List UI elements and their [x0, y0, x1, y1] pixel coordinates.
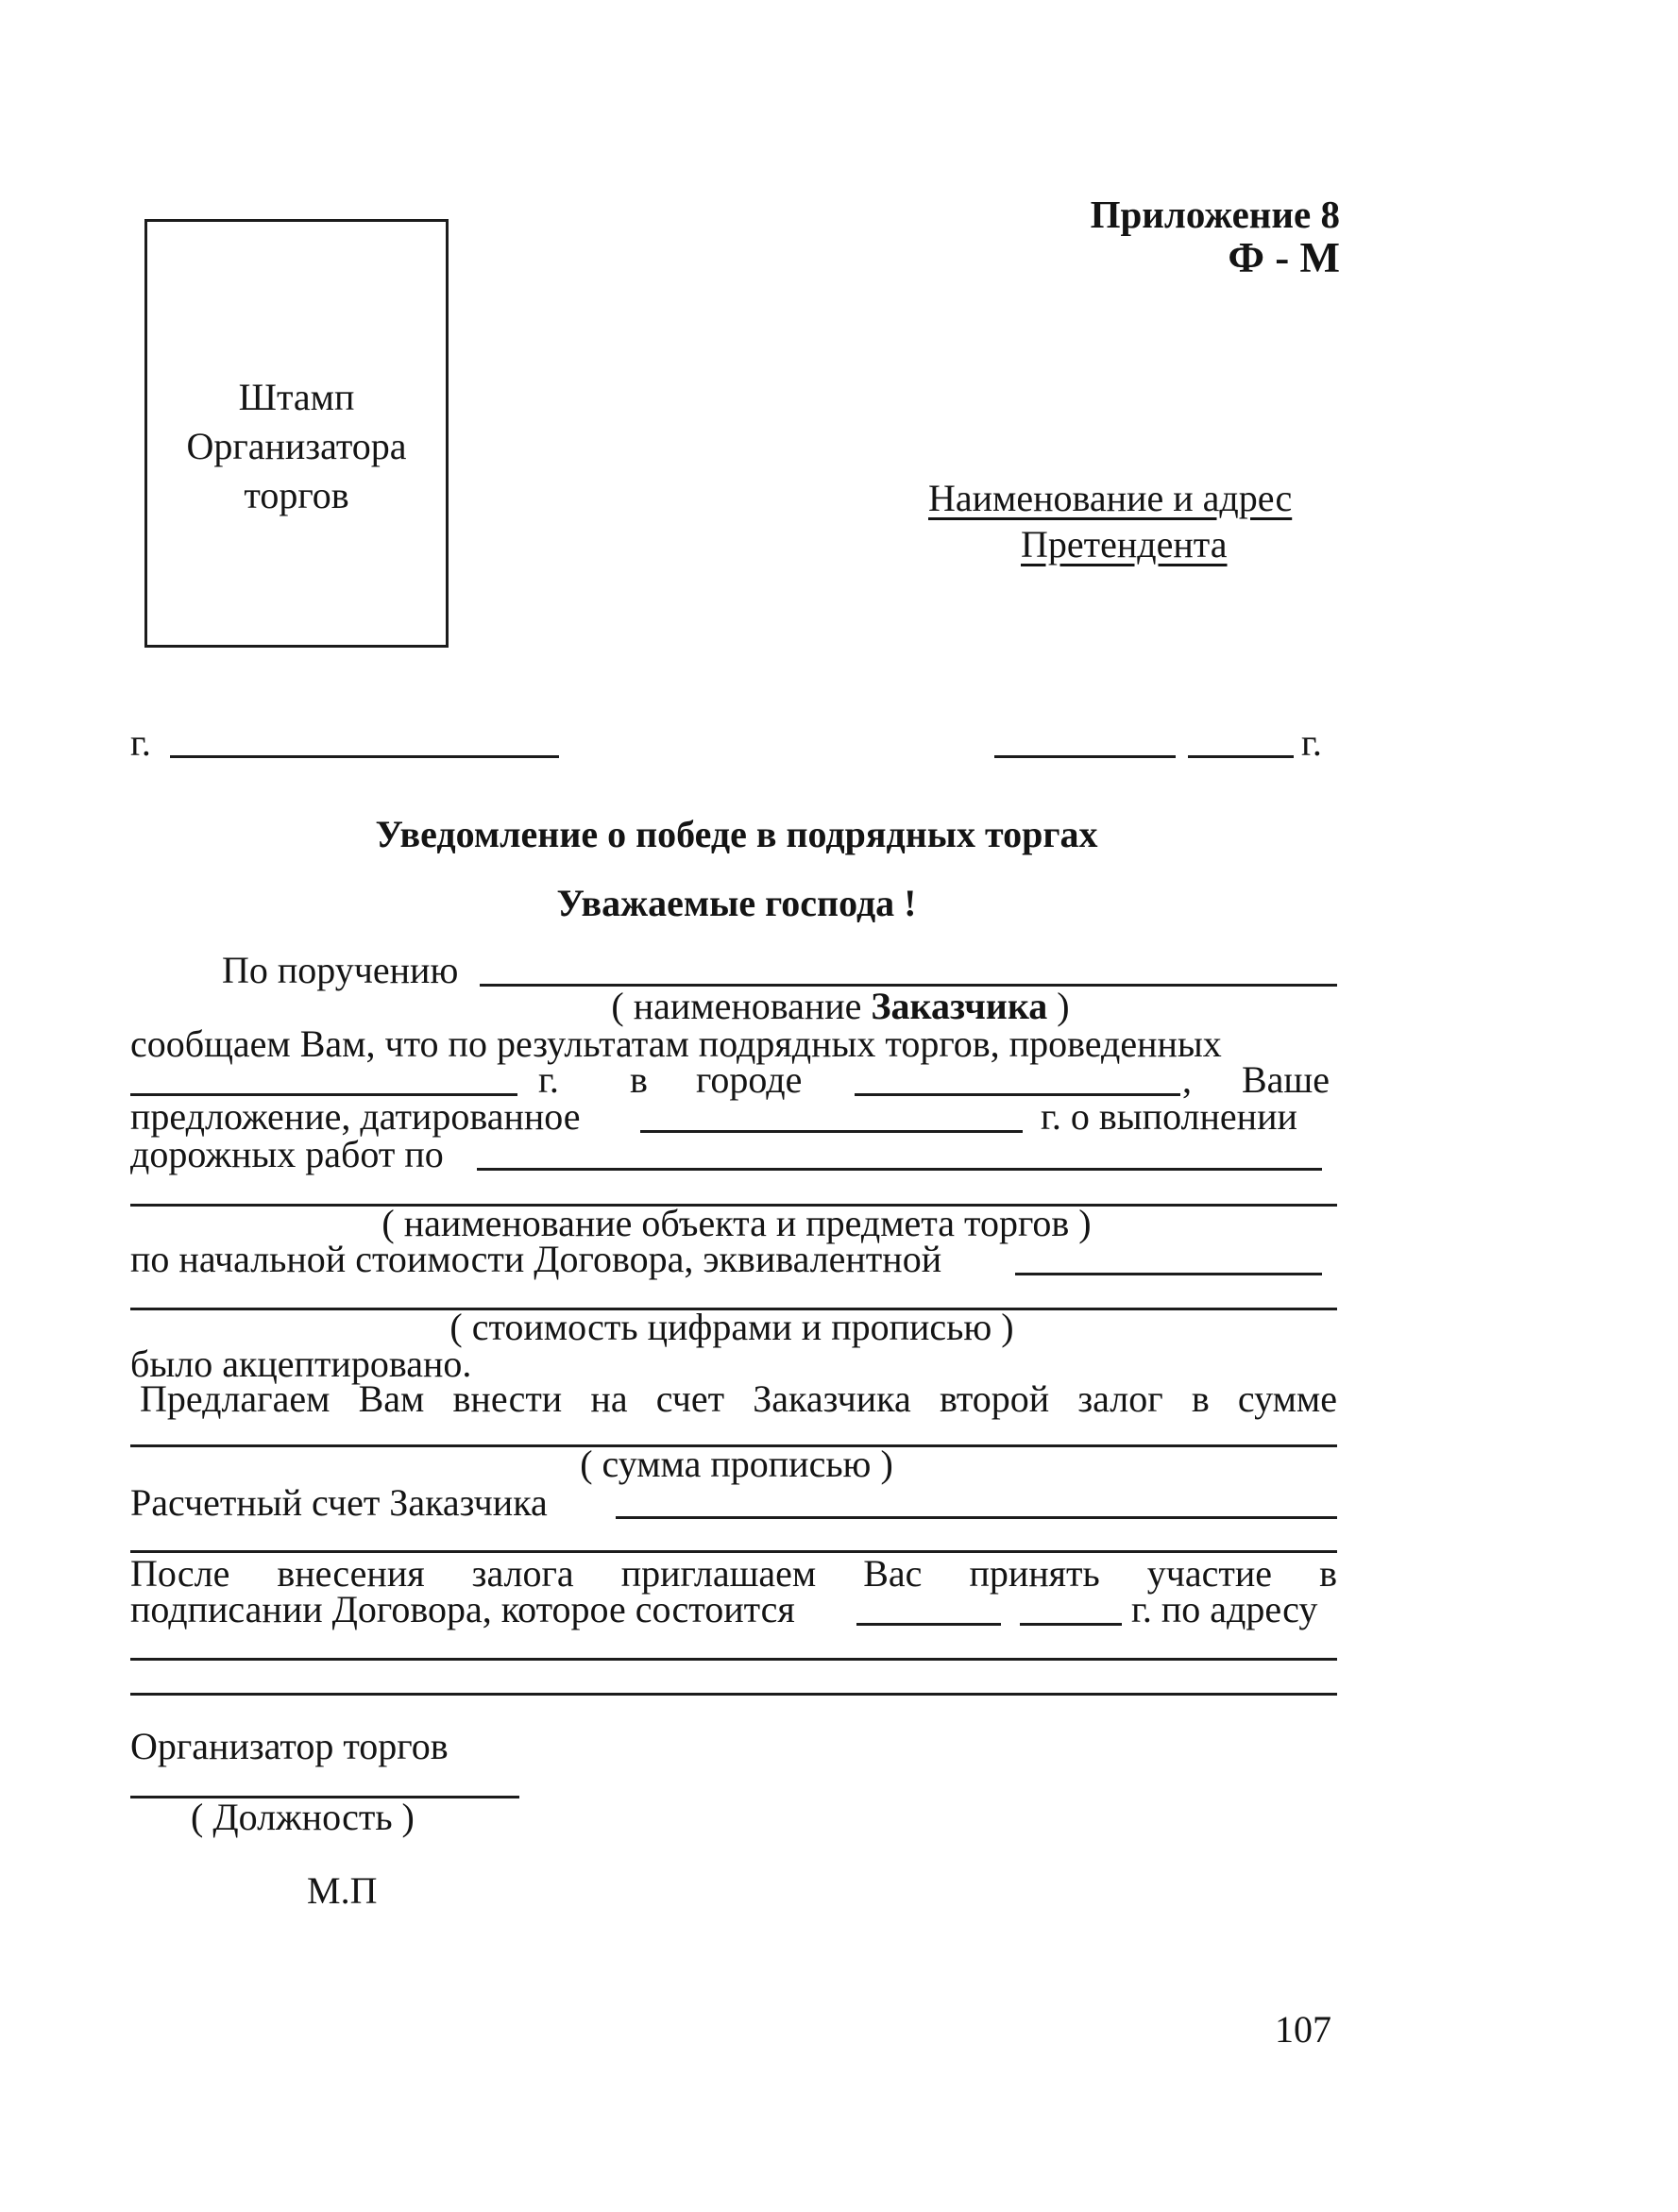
- date-blank-2: [1188, 755, 1294, 758]
- deposit-word: Вам: [358, 1377, 425, 1420]
- r2-vashe: Ваше: [1242, 1058, 1330, 1101]
- after-word: Вас: [863, 1552, 923, 1595]
- account-blank-1: [616, 1516, 1337, 1519]
- r5-lead: по начальной стоимости Договора, эквивалентной: [130, 1238, 942, 1280]
- after-word: участие: [1146, 1552, 1273, 1595]
- stamp-line-3: торгов: [244, 474, 349, 516]
- cost-blank-1: [1015, 1273, 1322, 1275]
- document-title: Уведомление о победе в подрядных торгах: [375, 813, 1098, 855]
- r2-comma: ,: [1182, 1058, 1192, 1101]
- address-blank-2: [130, 1693, 1337, 1696]
- proposal-date-blank: [640, 1130, 1023, 1133]
- recipient-line-2: Претендента: [1021, 523, 1228, 566]
- signing-tail: г. по адресу: [1131, 1588, 1318, 1630]
- hint-object: ( наименование объекта и предмета торгов ): [381, 1202, 1092, 1244]
- recipient-line-1: Наименование и адрес: [928, 477, 1293, 519]
- hint-customer-pre: ( наименование: [611, 985, 872, 1027]
- after-word: принять: [969, 1552, 1100, 1595]
- deposit-word: Предлагаем: [140, 1377, 331, 1420]
- after-word: залога: [471, 1552, 574, 1595]
- line-results: сообщаем Вам, что по результатам подрядных торгов, проведенных: [130, 1022, 1222, 1065]
- appendix-label: Приложение 8: [1090, 193, 1340, 236]
- page-number: 107: [1275, 2008, 1331, 2051]
- account-lead: Расчетный счет Заказчика: [130, 1481, 548, 1524]
- after-word: После: [130, 1552, 230, 1595]
- r2-g: г.: [538, 1058, 559, 1101]
- signing-lead: подписании Договора, которое состоится: [130, 1588, 795, 1630]
- signing-date-blank-1: [856, 1623, 1001, 1626]
- hint-sum: ( сумма прописью ): [580, 1443, 893, 1485]
- accepted-line: было акцептировано.: [130, 1342, 472, 1385]
- after-word: приглашаем: [620, 1552, 817, 1595]
- position-hint: ( Должность ): [191, 1796, 415, 1838]
- seal-label: М.П: [307, 1869, 378, 1912]
- after-word: в: [1319, 1552, 1337, 1595]
- stamp-line-2: Организатора: [186, 425, 407, 467]
- date-blank-1: [994, 755, 1176, 758]
- r3-lead: предложение, датированное: [130, 1095, 581, 1138]
- deposit-line: [140, 1377, 1337, 1420]
- hint-customer: [567, 985, 1114, 1027]
- r2-gorode: городе: [696, 1058, 803, 1101]
- works-blank: [477, 1168, 1322, 1171]
- after-line: [130, 1552, 1337, 1595]
- r3-tail: г. о выполнении: [1041, 1095, 1297, 1138]
- deposit-word: в: [1191, 1377, 1210, 1420]
- address-blank-1: [130, 1658, 1337, 1661]
- deposit-word: Заказчика: [753, 1377, 911, 1420]
- salutation: Уважаемые господа !: [556, 882, 917, 924]
- signing-date-blank-2: [1020, 1623, 1122, 1626]
- deposit-word: второй: [939, 1377, 1050, 1420]
- stamp-line-1: Штамп: [238, 376, 355, 418]
- organizer-label: Организатор торгов: [130, 1725, 449, 1767]
- form-code: Ф - М: [1228, 234, 1340, 281]
- p1-lead: По поручению: [222, 949, 459, 991]
- r4-lead: дорожных работ по: [130, 1133, 444, 1175]
- hint-cost: ( стоимость цифрами и прописью ): [449, 1306, 1014, 1348]
- deposit-word: счет: [655, 1377, 725, 1420]
- deposit-word: залог: [1077, 1377, 1163, 1420]
- year-suffix: г.: [1301, 721, 1322, 764]
- after-word: внесения: [277, 1552, 425, 1595]
- hint-customer-post: ): [1047, 985, 1070, 1027]
- deposit-word: на: [590, 1377, 628, 1420]
- stamp-box: [144, 219, 449, 648]
- city-blank: [170, 755, 559, 758]
- city-prefix: г.: [130, 721, 151, 764]
- deposit-word: внести: [452, 1377, 563, 1420]
- hint-customer-bold: Заказчика: [871, 985, 1048, 1027]
- deposit-word: сумме: [1237, 1377, 1337, 1420]
- r2-v: в: [630, 1058, 648, 1101]
